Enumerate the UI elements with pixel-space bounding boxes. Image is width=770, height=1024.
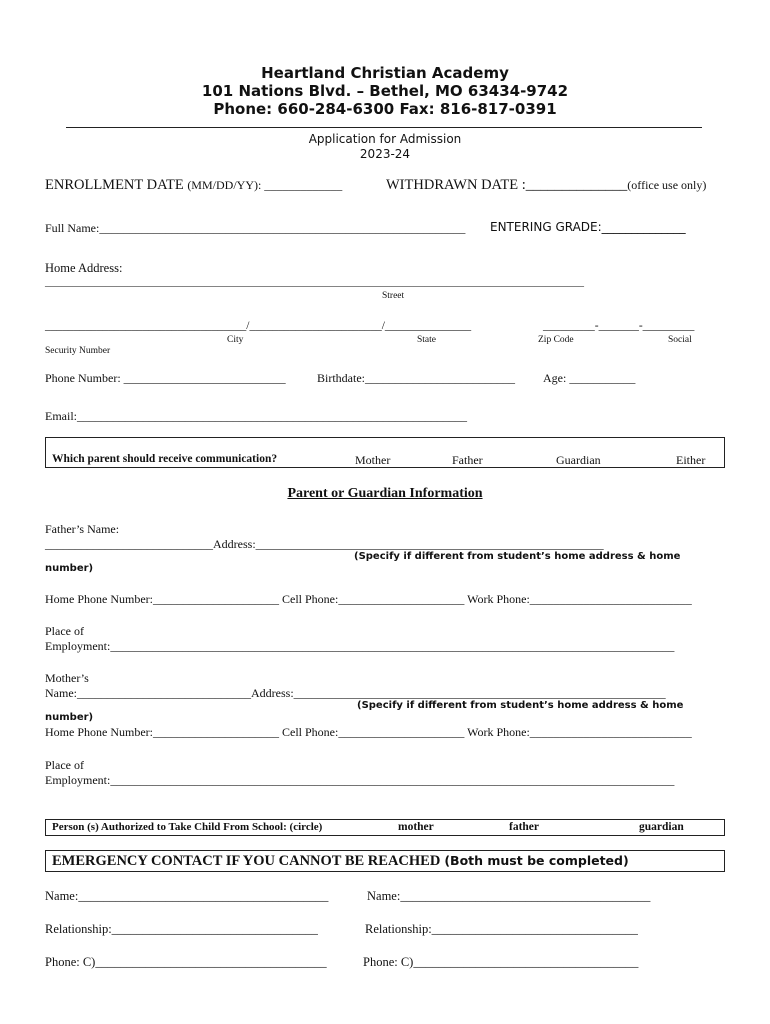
enrollment-date-label: ENROLLMENT DATE [45, 177, 184, 193]
zip-caption: Zip Code [538, 335, 574, 345]
father-name-address-field[interactable]: ____________________________Address:__________________________________________________________ [45, 537, 604, 551]
emergency-phone-2-field[interactable]: Phone: C)____________________________________ [363, 955, 639, 969]
form-title: Application for Admission [308, 132, 462, 146]
communication-option-either[interactable]: Either [676, 453, 706, 467]
communication-question: Which parent should receive communication? [52, 453, 278, 465]
pickup-option-father[interactable]: father [509, 821, 540, 833]
school-phone-fax: Phone: 660-284-6300 Fax: 816-817-0391 [213, 100, 557, 118]
mother-employment-field[interactable]: Employment:______________________________________________________________________________________________ [45, 773, 675, 787]
withdrawn-date-label: WITHDRAWN DATE :______________ [386, 177, 628, 193]
emergency-note: (Both must be completed) [444, 853, 629, 868]
communication-option-mother[interactable]: Mother [355, 453, 391, 467]
emergency-relationship-1-field[interactable]: Relationship:_________________________________ [45, 922, 318, 936]
school-year: 2023-24 [359, 147, 411, 161]
full-name-field[interactable]: Full Name:_____________________________________________________________ [45, 221, 466, 235]
father-phones-field[interactable]: Home Phone Number:_____________________ Cell Phone:_____________________ Work Phone:___________________________ [45, 592, 692, 606]
enrollment-date-format: (MM/DD/YY): _____________ [187, 178, 343, 192]
state-caption: State [417, 335, 436, 345]
pickup-option-guardian[interactable]: guardian [639, 821, 684, 833]
father-name-label: Father’s Name: [45, 522, 120, 536]
city-state-zip-field[interactable]: ___________________________________/_______________________/_______________ [45, 320, 472, 332]
entering-grade-field[interactable]: ENTERING GRADE:______________ [490, 220, 686, 234]
city-caption: City [227, 335, 244, 345]
phone-number-field[interactable]: Phone Number: ___________________________ [45, 371, 286, 385]
communication-option-guardian[interactable]: Guardian [556, 453, 601, 467]
pickup-label: Person (s) Authorized to Take Child From School: (circle) [52, 821, 323, 833]
mother-phones-field[interactable]: Home Phone Number:_____________________ Cell Phone:_____________________ Work Phone:___________________________ [45, 725, 692, 739]
social-caption: Social [668, 335, 692, 345]
home-address-label: Home Address: [45, 261, 123, 275]
father-employment-label: Place of [45, 624, 84, 638]
withdrawn-date-field[interactable] [386, 177, 706, 194]
emergency-name-2-field[interactable]: Name:________________________________________ [367, 889, 651, 903]
communication-option-father[interactable]: Father [452, 453, 483, 467]
email-field[interactable]: Email:_________________________________________________________________ [45, 409, 467, 423]
emergency-title-text: EMERGENCY CONTACT IF YOU CANNOT BE REACHED [52, 853, 441, 869]
father-specify-note: (Specify if different from student’s home address & home [354, 551, 681, 562]
emergency-title [52, 852, 629, 870]
office-use-note: (office use only) [627, 178, 707, 192]
school-address: 101 Nations Blvd. – Bethel, MO 63434-9742 [201, 82, 569, 100]
emergency-phone-1-field[interactable]: Phone: C)_____________________________________ [45, 955, 327, 969]
age-field[interactable]: Age: ___________ [543, 371, 636, 385]
mother-number-note: number) [45, 712, 94, 723]
father-number-note: number) [45, 563, 94, 574]
mother-name-address-field[interactable]: Name:_____________________________Address:______________________________________________________________ [45, 686, 666, 700]
birthdate-field[interactable]: Birthdate:_________________________ [317, 371, 515, 385]
security-number-caption: Security Number [45, 346, 111, 356]
emergency-relationship-2-field[interactable]: Relationship:_________________________________ [365, 922, 638, 936]
pickup-option-mother[interactable]: mother [398, 821, 434, 833]
mother-name-label: Mother’s [45, 671, 89, 685]
header-rule [66, 127, 702, 128]
enrollment-date-field[interactable] [45, 177, 342, 194]
street-caption: Street [382, 291, 405, 301]
school-name: Heartland Christian Academy [261, 64, 509, 82]
mother-employment-label: Place of [45, 758, 84, 772]
mother-specify-note: (Specify if different from student’s home address & home [357, 700, 684, 711]
father-employment-field[interactable]: Employment:______________________________________________________________________________________________ [45, 639, 675, 653]
street-address-field[interactable]: __________________________________________________________________________________________________ [45, 276, 584, 288]
emergency-name-1-field[interactable]: Name:________________________________________ [45, 889, 329, 903]
social-security-field[interactable]: _________-_______-_________ [543, 320, 695, 332]
parent-section-title: Parent or Guardian Information [287, 486, 483, 501]
